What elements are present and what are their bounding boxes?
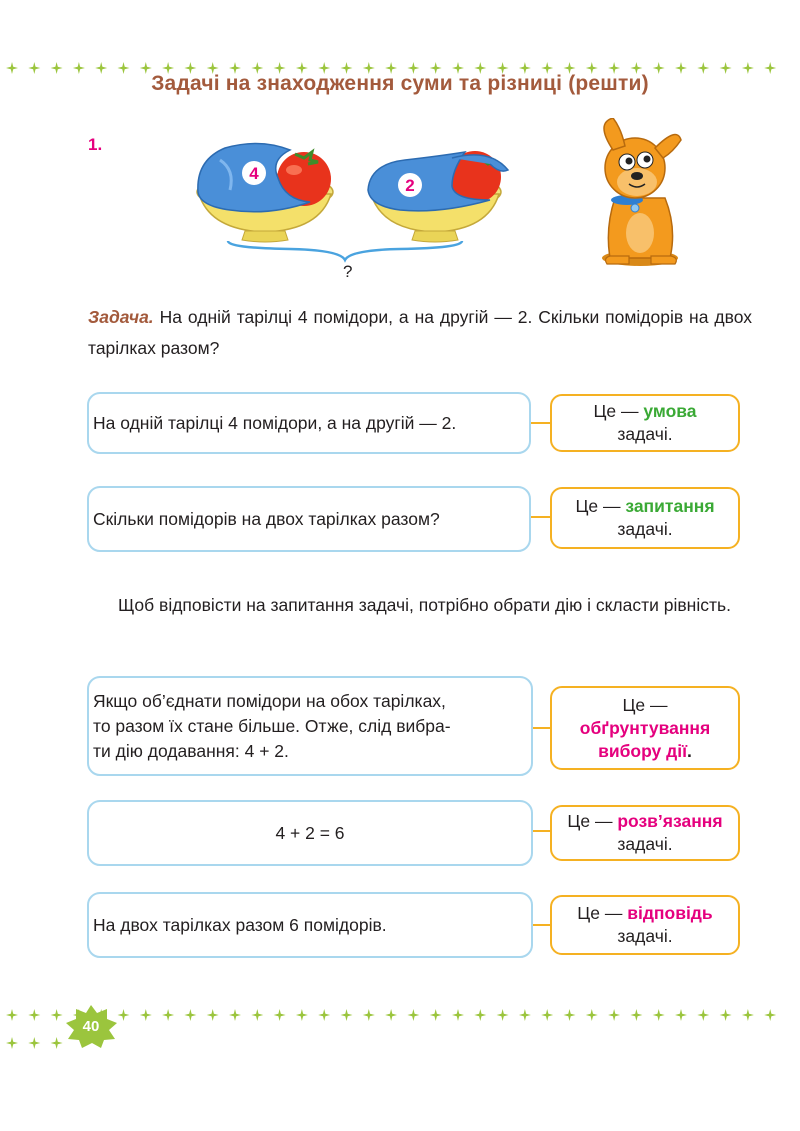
- plate-one-count: 4: [249, 164, 259, 183]
- star-icon: [51, 1037, 63, 1049]
- star-icon: [564, 1009, 576, 1021]
- connector-line: [531, 516, 551, 518]
- star-icon: [519, 1009, 531, 1021]
- term-justification: обґрунтування: [579, 717, 711, 738]
- justification-line: Якщо об’єднати помідори на обох тарілках,: [93, 690, 446, 711]
- condition-label-box: [550, 394, 740, 452]
- star-icon: [385, 1009, 397, 1021]
- term-condition: умова: [643, 401, 697, 421]
- justification-box: [87, 676, 533, 776]
- star-icon: [6, 1009, 18, 1021]
- star-icon: [363, 1009, 375, 1021]
- term-period: .: [687, 740, 692, 761]
- star-icon: [28, 1009, 40, 1021]
- star-icon: [407, 1009, 419, 1021]
- plate-one: [197, 143, 333, 242]
- connector-line: [531, 422, 551, 424]
- star-icon: [318, 1009, 330, 1021]
- star-icon: [140, 1009, 152, 1021]
- justification-line: то разом їх стане більше. Отже, слід вибра-: [93, 715, 451, 736]
- star-icon: [541, 1009, 553, 1021]
- solution-box: [87, 800, 533, 866]
- label-prefix: Це —: [622, 694, 668, 715]
- question-label-box: [550, 487, 740, 549]
- sum-brace: [228, 241, 462, 260]
- term-answer: відповідь: [627, 903, 713, 923]
- connector-line: [533, 727, 551, 729]
- solution-equation: 4 + 2 = 6: [275, 822, 345, 843]
- label-prefix: Це —: [575, 496, 626, 516]
- star-icon: [675, 1009, 687, 1021]
- star-icon: [608, 1009, 620, 1021]
- star-icon: [184, 1009, 196, 1021]
- term-solution: розв’язання: [617, 811, 723, 831]
- label-prefix: Це —: [577, 903, 628, 923]
- star-icon: [51, 1009, 63, 1021]
- star-icon: [653, 1009, 665, 1021]
- page-title: Задачі на знаходження суми та різниці (решти): [151, 72, 649, 95]
- plate-two-count: 2: [405, 176, 415, 195]
- star-icon: [742, 1009, 754, 1021]
- instruction-paragraph: Щоб відповісти на запитання задачі, потрібно обрати дію і скласти рівність.: [118, 595, 731, 615]
- label-suffix: задачі.: [617, 519, 673, 539]
- justification-label-box: [550, 686, 740, 770]
- exercise-number: 1.: [88, 135, 103, 154]
- star-icon: [430, 1009, 442, 1021]
- star-icon: [28, 1037, 40, 1049]
- label-suffix: задачі.: [617, 424, 673, 444]
- star-icon: [296, 1009, 308, 1021]
- star-icon: [497, 1009, 509, 1021]
- term-question: запитання: [625, 496, 715, 516]
- task-label: Задача.: [88, 307, 154, 327]
- star-icon: [251, 1009, 263, 1021]
- star-icon: [229, 1009, 241, 1021]
- condition-text: На одній тарілці 4 помідори, а на другій — 2.: [93, 412, 457, 433]
- plates-illustration: [190, 130, 540, 270]
- star-icon: [586, 1009, 598, 1021]
- justification-line: ти дію додавання: 4 + 2.: [93, 740, 289, 761]
- answer-text: На двох тарілках разом 6 помідорів.: [93, 914, 387, 935]
- answer-box: [87, 892, 533, 958]
- condition-box: [87, 392, 531, 454]
- bottom-star-row: [0, 1008, 800, 1022]
- label-prefix: Це —: [593, 401, 644, 421]
- star-icon: [474, 1009, 486, 1021]
- plate-two: [368, 151, 508, 242]
- solution-label-box: [550, 805, 740, 861]
- star-icon: [452, 1009, 464, 1021]
- star-icon: [118, 1009, 130, 1021]
- connector-line: [533, 924, 551, 926]
- page-number-badge: [63, 1003, 119, 1049]
- star-icon: [697, 1009, 709, 1021]
- label-suffix: задачі.: [617, 834, 673, 854]
- question-box: [87, 486, 531, 552]
- label-suffix: задачі.: [617, 926, 673, 946]
- dog-icon: [585, 118, 695, 268]
- page-number: 40: [82, 1018, 100, 1035]
- label-prefix: Це —: [567, 811, 618, 831]
- star-icon: [764, 1009, 776, 1021]
- star-icon: [274, 1009, 286, 1021]
- task-text: На одній тарілці 4 помідори, а на другій — 2. Скільки помідорів на двох тарілках разом?: [88, 307, 752, 358]
- star-icon: [341, 1009, 353, 1021]
- question-text: Скільки помідорів на двох тарілках разом?: [93, 508, 440, 529]
- star-icon: [630, 1009, 642, 1021]
- task-statement: [88, 302, 752, 364]
- term-choice: вибору дії: [598, 740, 688, 761]
- star-icon: [207, 1009, 219, 1021]
- star-icon: [720, 1009, 732, 1021]
- star-icon: [6, 1037, 18, 1049]
- connector-line: [533, 830, 551, 832]
- answer-label-box: [550, 895, 740, 955]
- question-mark: ?: [343, 262, 353, 281]
- star-icon: [162, 1009, 174, 1021]
